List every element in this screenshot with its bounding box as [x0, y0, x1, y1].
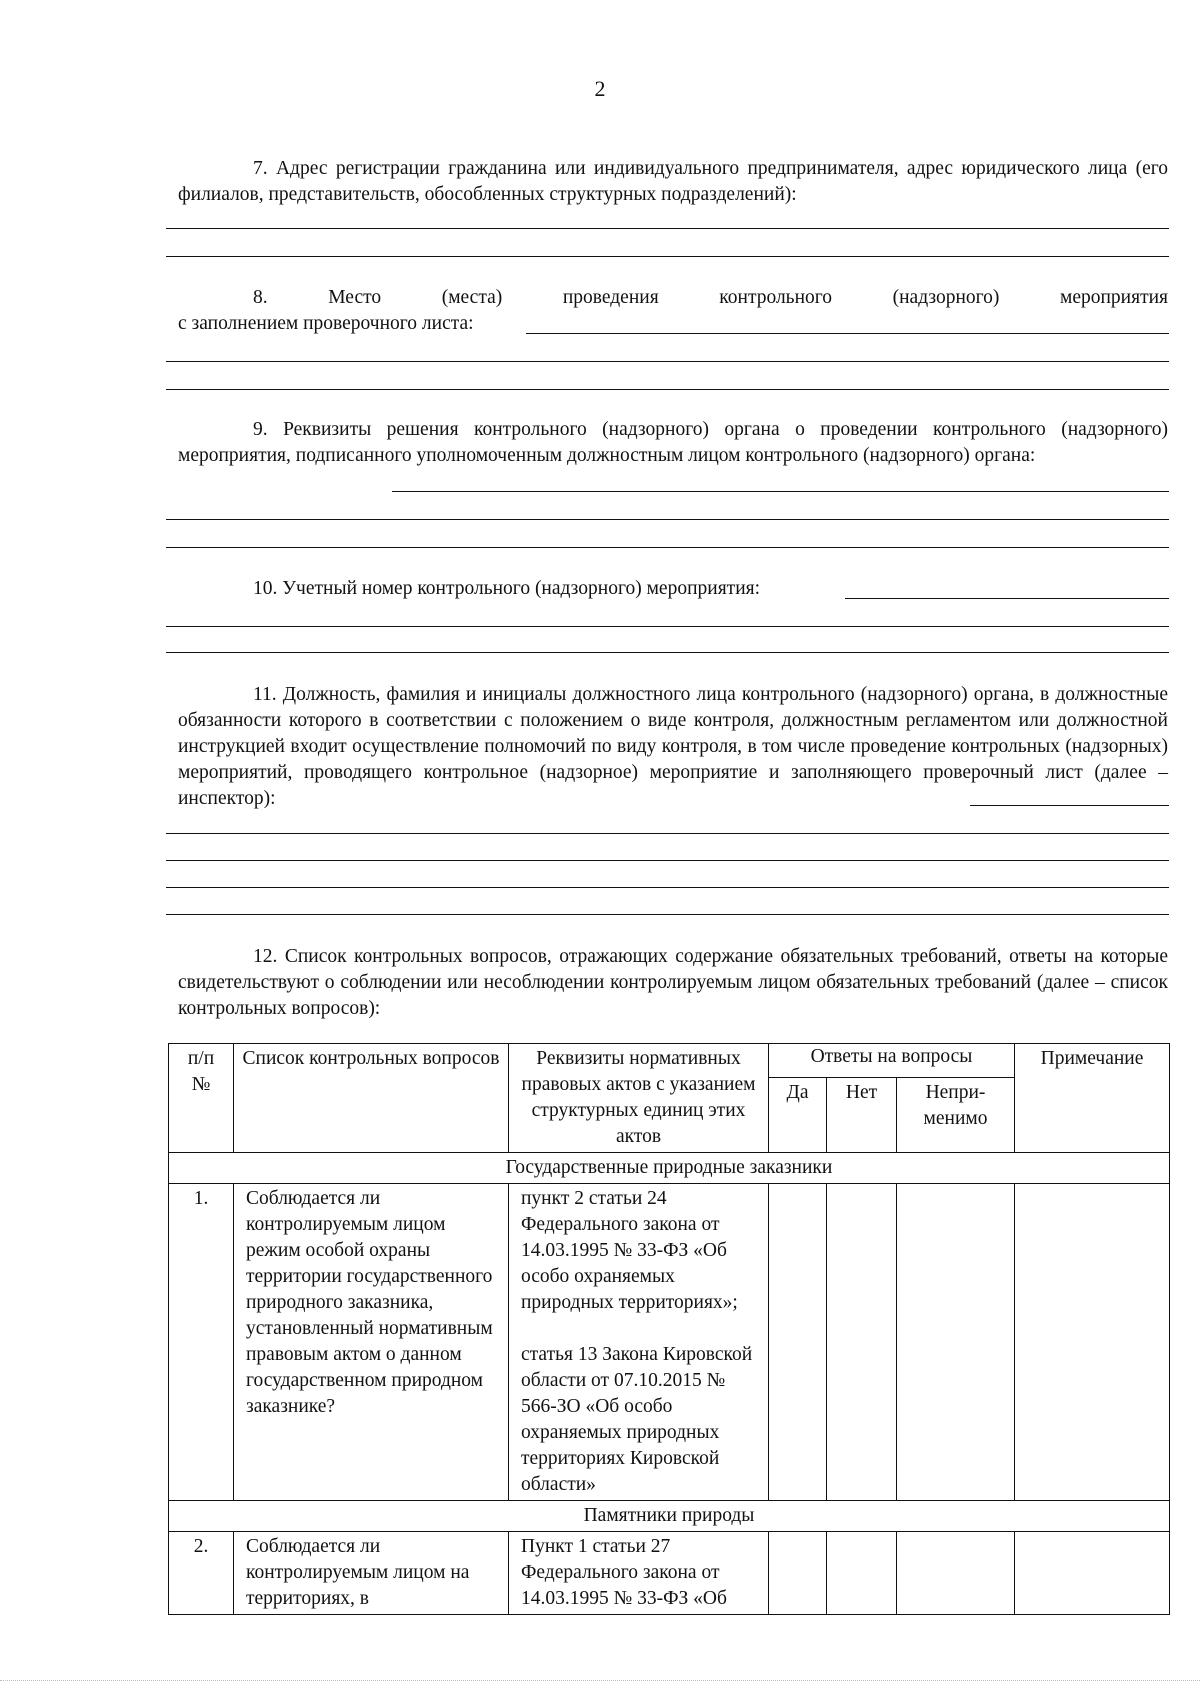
- answer-not-applicable-cell[interactable]: [897, 1532, 1015, 1615]
- table-row: [169, 1184, 1170, 1501]
- note-cell[interactable]: [1015, 1532, 1170, 1615]
- table-row: [169, 1532, 1170, 1615]
- fill-line[interactable]: [166, 626, 1169, 627]
- table-header-row: [169, 1044, 1170, 1078]
- page-number: 2: [594, 76, 606, 101]
- row-number: 1.: [169, 1184, 234, 1501]
- header-yes: Да: [769, 1078, 827, 1153]
- place-input-line[interactable]: [526, 333, 1169, 334]
- fill-line[interactable]: [166, 228, 1169, 229]
- section-8-text-cont: с заполнением проверочного листа:: [178, 313, 474, 334]
- inspector-input-line[interactable]: [970, 805, 1169, 806]
- fill-line[interactable]: [166, 914, 1169, 915]
- fill-line[interactable]: [166, 389, 1169, 390]
- answer-yes-cell[interactable]: [769, 1532, 827, 1615]
- section-12-text: 12. Список контрольных вопросов, отражающих содержание обязательных требований, ответы на которые свидетельствуют о соблюдении или несоблюдении контролируемым лицом обязательных требований (далее – список контрольных вопросов):: [178, 946, 1168, 1019]
- checklist-table: [168, 1043, 1170, 1615]
- section-row: [169, 1153, 1170, 1184]
- row-question: Соблюдается ли контролируемым лицом на территориях, в: [234, 1532, 509, 1615]
- header-answers: Ответы на вопросы: [769, 1044, 1015, 1078]
- decision-input-line[interactable]: [392, 491, 1169, 492]
- section-row: [169, 1501, 1170, 1532]
- row-number: 2.: [169, 1532, 234, 1615]
- section-title: Государственные природные заказники: [169, 1153, 1170, 1184]
- note-cell[interactable]: [1015, 1184, 1170, 1501]
- header-questions: Список контрольных вопросов: [234, 1044, 509, 1153]
- section-8-text: 8. Место (места) проведения контрольного (надзорного) мероприятия: [253, 287, 1168, 308]
- registration-number-input-line[interactable]: [845, 598, 1169, 599]
- row-requisites: Пункт 1 статьи 27 Федерального закона от 14.03.1995 № 33-ФЗ «Об: [509, 1532, 769, 1615]
- answer-no-cell[interactable]: [827, 1184, 897, 1501]
- fill-line[interactable]: [166, 860, 1169, 861]
- fill-line[interactable]: [166, 519, 1169, 520]
- requisites-part-b: статья 13 Закона Кировской области от 07.10.2015 № 566-ЗО «Об особо охраняемых природных территориях Кировской области»: [521, 1344, 753, 1495]
- scan-edge: [0, 1680, 1200, 1681]
- section-title: Памятники природы: [169, 1501, 1170, 1532]
- header-requisites: Реквизиты нормативных правовых актов с указанием структурных единиц этих актов: [509, 1044, 769, 1153]
- fill-line[interactable]: [166, 833, 1169, 834]
- section-10-text: 10. Учетный номер контрольного (надзорного) мероприятия:: [253, 578, 761, 599]
- answer-no-cell[interactable]: [827, 1532, 897, 1615]
- header-not-applicable: Непри-менимо: [897, 1078, 1015, 1153]
- fill-line[interactable]: [166, 547, 1169, 548]
- fill-line[interactable]: [166, 652, 1169, 653]
- header-note: Примечание: [1015, 1044, 1170, 1153]
- section-11-text: 11. Должность, фамилия и инициалы должностного лица контрольного (надзорного) органа, в должностные обязанности которого в соответствии с положением о виде контроля, должностным регламентом или должностной инструкцией входит осуществление полномочий по виду контроля, в том числе проведение контрольных (надзорных) мероприятий, проводящего контрольное (надзорное) мероприятие и заполняющего проверочный лист (далее – инспектор):: [178, 684, 1168, 809]
- section-7-text: 7. Адрес регистрации гражданина или индивидуального предпринимателя, адрес юридического лица (его филиалов, представительств, обособленных структурных подразделений):: [178, 158, 1168, 205]
- answer-not-applicable-cell[interactable]: [897, 1184, 1015, 1501]
- row-question: Соблюдается ли контролируемым лицом режим особой охраны территории государственного природного заказника, установленный нормативным правовым актом о данном государственном природном заказнике?: [234, 1184, 509, 1501]
- row-requisites: [509, 1184, 769, 1501]
- fill-line[interactable]: [166, 361, 1169, 362]
- section-9-text: 9. Реквизиты решения контрольного (надзорного) органа о проведении контрольного (надзорного) мероприятия, подписанного уполномоченным должностным лицом контрольного (надзорного) органа:: [178, 419, 1168, 466]
- fill-line[interactable]: [166, 887, 1169, 888]
- header-no: Нет: [827, 1078, 897, 1153]
- header-number: п/п №: [169, 1044, 234, 1153]
- requisites-part-a: пункт 2 статьи 24 Федерального закона от 14.03.1995 № 33-ФЗ «Об особо охраняемых природных территориях»;: [521, 1188, 738, 1313]
- answer-yes-cell[interactable]: [769, 1184, 827, 1501]
- fill-line[interactable]: [166, 256, 1169, 257]
